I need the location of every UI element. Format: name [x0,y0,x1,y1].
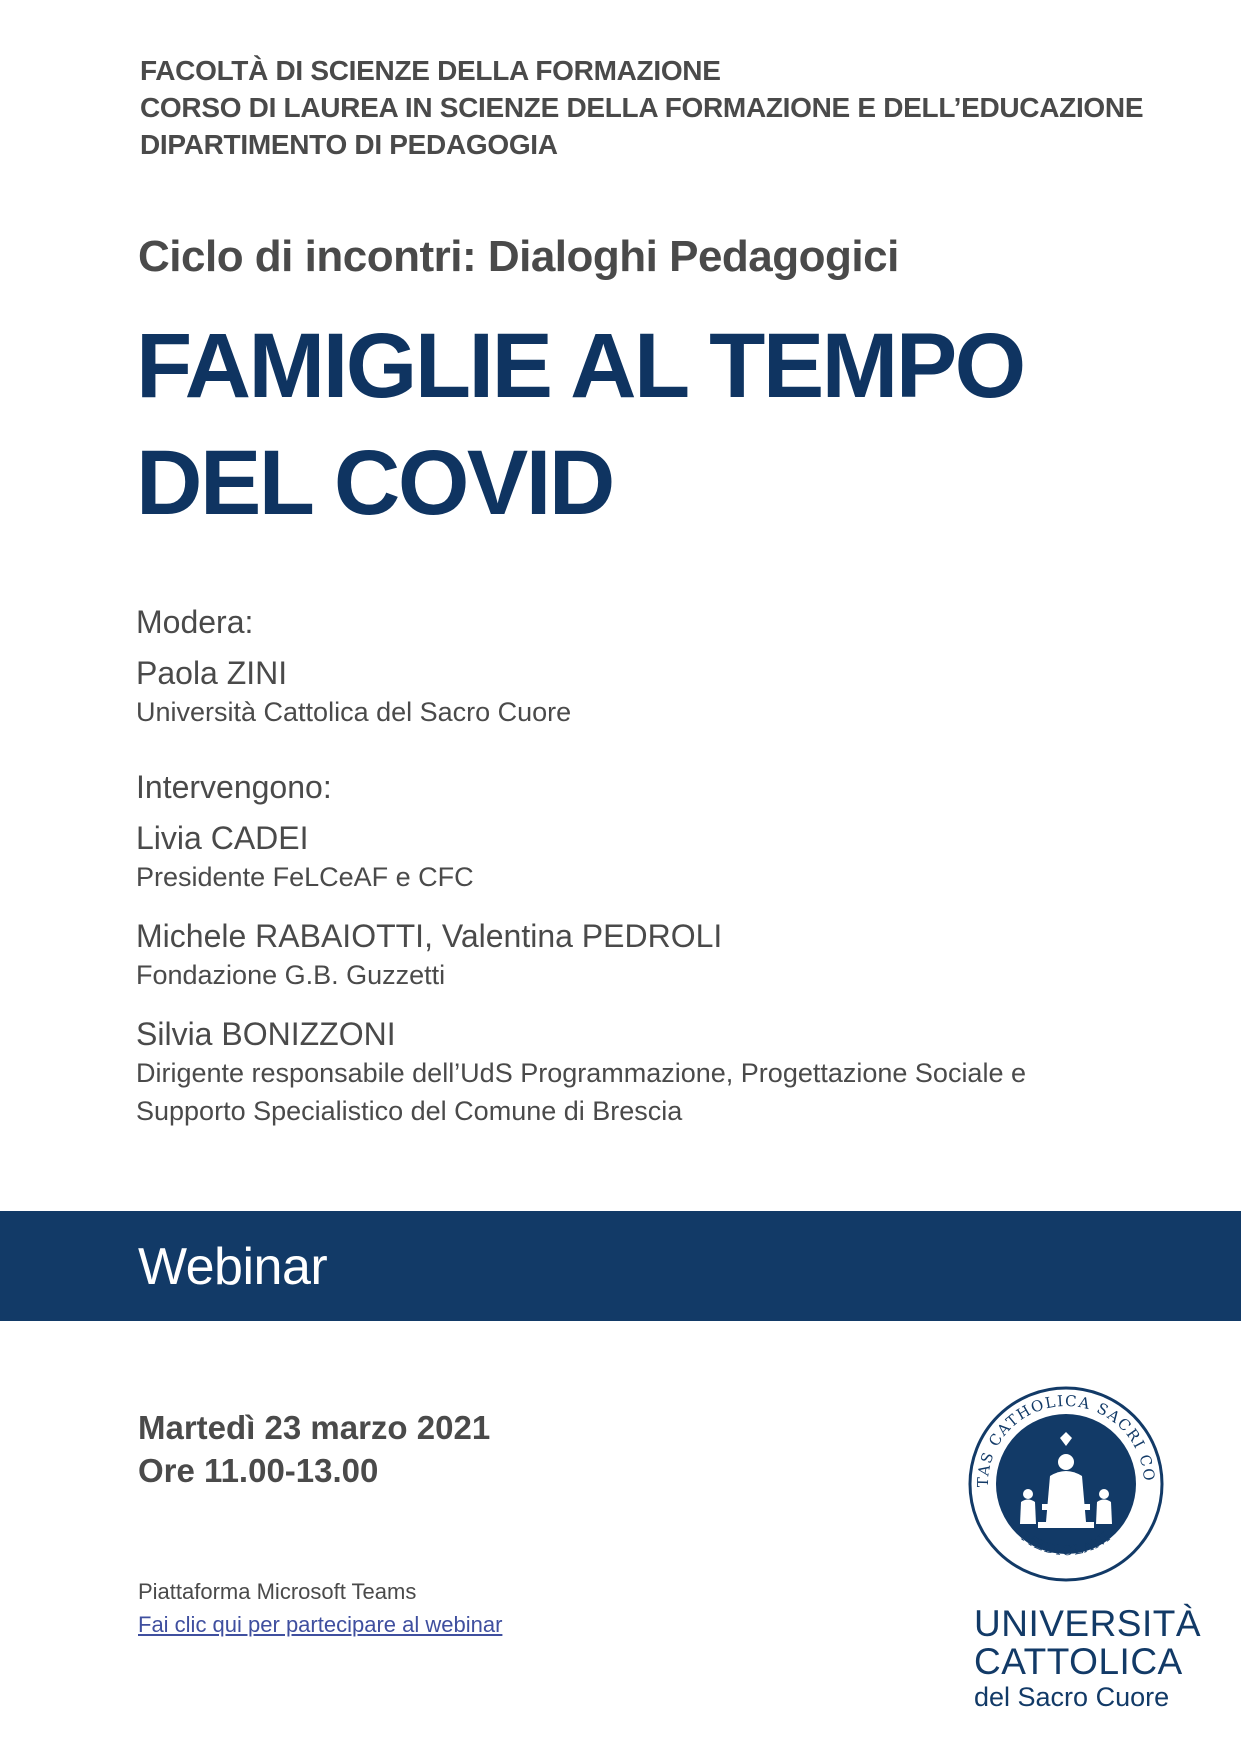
university-seal-icon [966,1384,1166,1584]
seal-bottom-text: MEDIOLANI [1017,1528,1115,1560]
platform-text: Piattaforma Microsoft Teams [138,1579,417,1604]
seal-text: TAS CATHOLICA SACRI CO [973,1391,1159,1488]
faculty-line: FACOLTÀ DI SCIENZE DELLA FORMAZIONE [140,55,721,86]
speaker-role-continued: Supporto Specialistico del Comune di Brescia [136,1096,683,1126]
moderator-name: Paola ZINI [136,655,288,691]
event-title-line2: DEL COVID [136,432,613,534]
speakers-label: Intervengono: [136,769,332,805]
series-title: Ciclo di incontri: Dialoghi Pedagogici [138,232,899,281]
webinar-join-link[interactable]: Fai clic qui per partecipare al webinar [138,1612,503,1637]
speaker-name: Silvia BONIZZONI [136,1016,396,1052]
speaker-name: Michele RABAIOTTI, Valentina PEDROLI [136,918,723,954]
course-line: CORSO DI LAUREA IN SCIENZE DELLA FORMAZIONE E DELL’EDUCAZIONE [140,92,1144,123]
logo-line-cattolica: CATTOLICA [974,1641,1183,1682]
department-line: DIPARTIMENTO DI PEDAGOGIA [140,129,558,160]
faculty-header [140,52,1143,163]
event-time: Ore 11.00-13.00 [138,1452,379,1489]
moderator-affiliation: Università Cattolica del Sacro Cuore [136,697,572,727]
speaker-name: Livia CADEI [136,820,309,856]
university-logo [974,1605,1201,1713]
event-title [136,308,1024,542]
speaker-role: Fondazione G.B. Guzzetti [136,960,446,990]
speaker-role: Presidente FeLCeAF e CFC [136,862,474,892]
event-date: Martedì 23 marzo 2021 [138,1409,491,1446]
logo-line-sacro-cuore: del Sacro Cuore [974,1682,1170,1712]
event-title-line1: FAMIGLIE AL TEMPO [136,315,1024,417]
speaker-role: Dirigente responsabile dell’UdS Programmazione, Progettazione Sociale e [136,1058,1026,1088]
event-datetime [138,1406,490,1492]
logo-line-universita: UNIVERSITÀ [974,1603,1202,1644]
webinar-band [0,1211,1241,1321]
webinar-label: Webinar [138,1238,328,1296]
moderator-label: Modera: [136,604,254,640]
